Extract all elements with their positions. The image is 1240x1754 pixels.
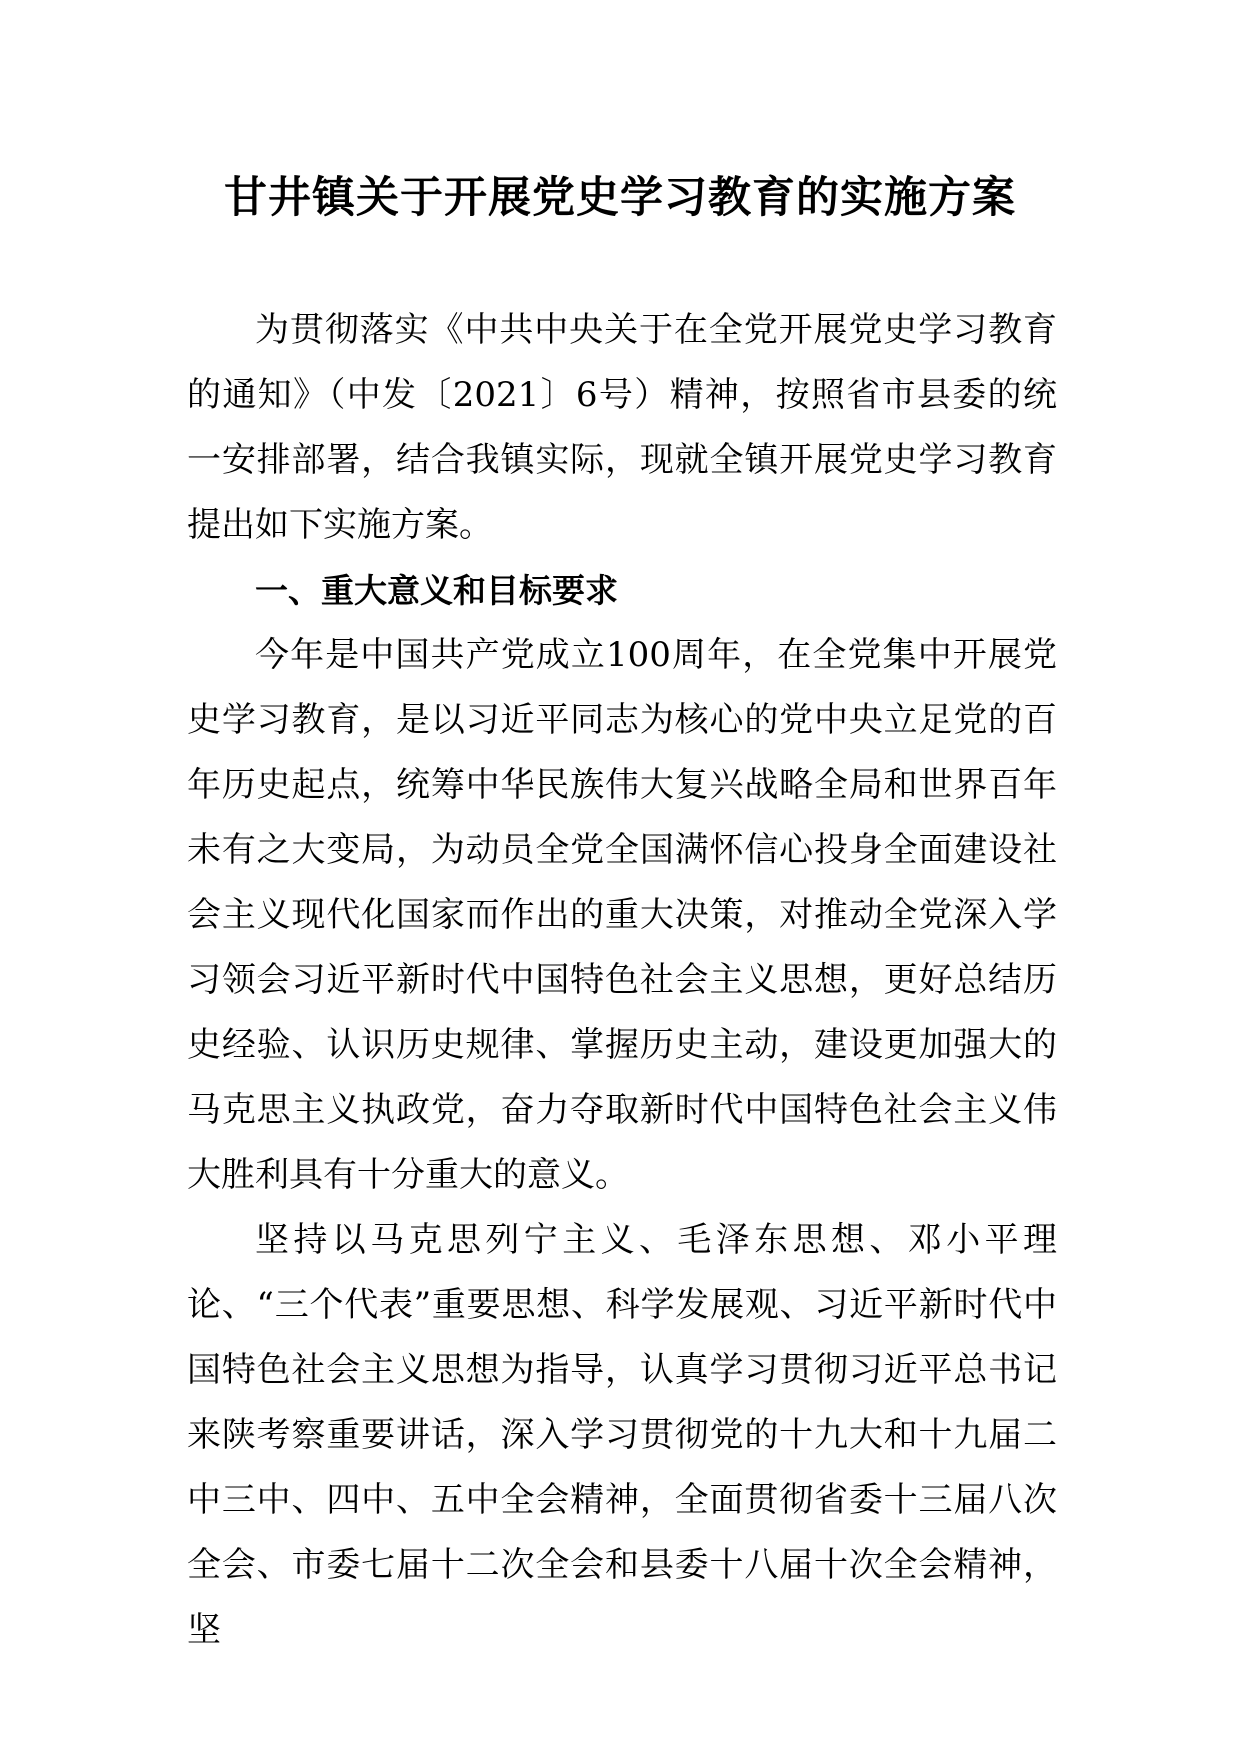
section-heading: 一、重大意义和目标要求 [255, 571, 618, 610]
document-body [187, 298, 1057, 1663]
intro-paragraph: 为贯彻落实《中共中央关于在全党开展党史学习教育的通知》（中发〔2021〕6号）精神，按照省市县委的统一安排部署，结合我镇实际，现就全镇开展党史学习教育提出如下实施方案。 [187, 310, 1057, 545]
document-title: 甘井镇关于开展党史学习教育的实施方案 [224, 173, 1016, 223]
body-paragraph: 坚持以马克思列宁主义、毛泽东思想、邓小平理论、“三个代表”重要思想、科学发展观、习近平新时代中国特色社会主义思想为指导，认真学习贯彻习近平总书记来陕考察重要讲话，深入学习贯彻党的十九大和十九届二中三中、四中、五中全会精神，全面贯彻省委十三届八次全会、市委七届十二次全会和县委十八届十次全会精神，坚 [187, 1220, 1057, 1650]
body-paragraph: 今年是中国共产党成立100周年，在全党集中开展党史学习教育，是以习近平同志为核心的党中央立足党的百年历史起点，统筹中华民族伟大复兴战略全局和世界百年未有之大变局，为动员全党全国满怀信心投身全面建设社会主义现代化国家而作出的重大决策，对推动全党深入学习领会习近平新时代中国特色社会主义思想，更好总结历史经验、认识历史规律、掌握历史主动，建设更加强大的马克思主义执政党，奋力夺取新时代中国特色社会主义伟大胜利具有十分重大的意义。 [187, 635, 1057, 1195]
